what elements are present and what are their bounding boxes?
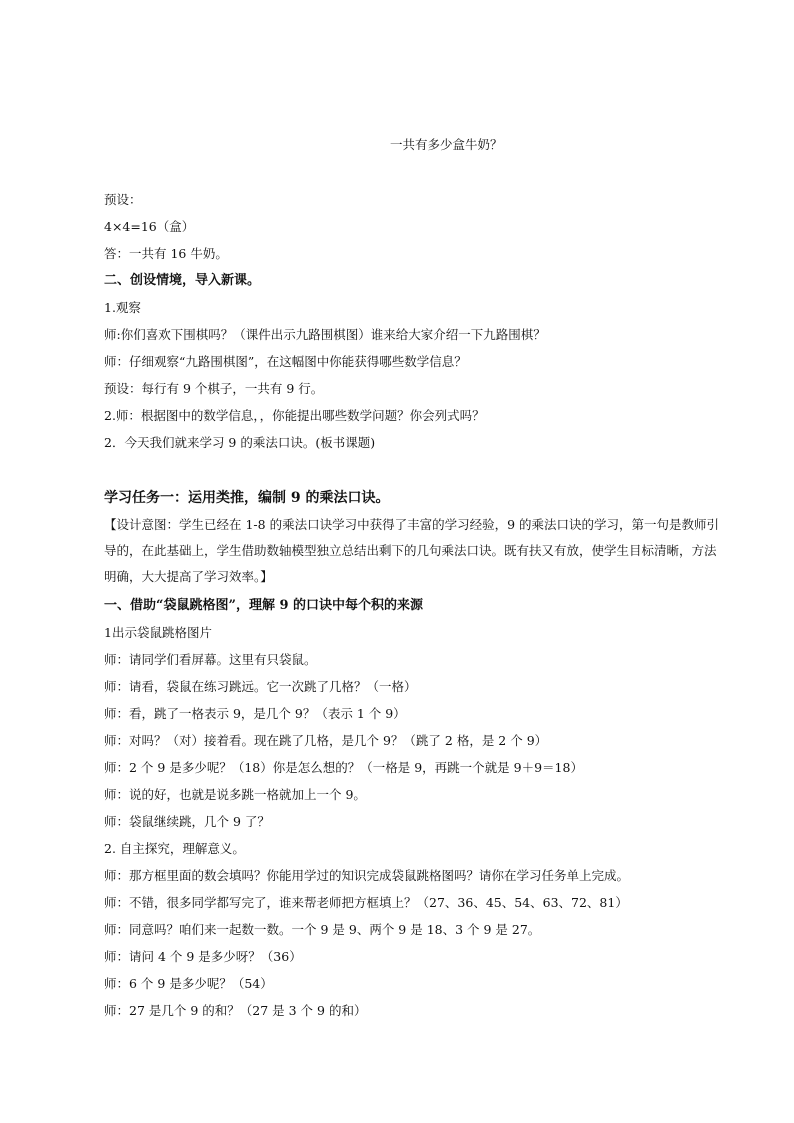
text-line: 师：看，跳了一格表示 9，是几个 9？（表示 1 个 9）: [104, 706, 406, 721]
text-line: 师：6 个 9 是多少呢？（54）: [104, 976, 273, 991]
text-line: 2．今天我们就来学习 9 的乘法口诀。(板书课题): [104, 435, 376, 450]
text-line: 师：同意吗？咱们来一起数一数。一个 9 是 9、两个 9 是 18、3 个 9 是 27。: [104, 922, 541, 937]
text-line: 预设：每行有 9 个棋子，一共有 9 行。: [104, 381, 324, 396]
task-heading: 学习任务一：运用类推，编制 9 的乘法口诀。: [104, 490, 390, 506]
text-line: 师：请同学们看屏幕。这里有只袋鼠。: [104, 652, 317, 667]
text-line: 1.观察: [104, 300, 141, 315]
section-title: 一共有多少盒牛奶？: [390, 137, 503, 152]
heading-3: 一、借助“袋鼠跳格图”，理解 9 的口诀中每个积的来源: [104, 598, 424, 613]
text-line: 师：不错，很多同学都写完了，谁来帮老师把方框填上？（27、36、45、54、63、72、81）: [104, 895, 628, 910]
text-line: 师：2 个 9 是多少呢？（18）你是怎么想的？（一格是 9，再跳一个就是 9＋9＝18）: [104, 760, 583, 775]
design-intent-paragraph: 【设计意图：学生已经在 1-8 的乘法口诀学习中获得了丰富的学习经验，9 的乘法口诀的学习，第一句是教师引导的，在此基础上，学生借助数轴模型独立总结出剩下的几句乘法口诀。既有扶又有放，使学生目标清晰，方法明确，大大提高了学习效率。】: [104, 517, 720, 584]
text-line: 师：那方框里面的数会填吗？你能用学过的知识完成袋鼠跳格图吗？请你在学习任务单上完成。: [104, 868, 630, 883]
text-line: 师：请问 4 个 9 是多少呀？（36）: [104, 949, 302, 964]
text-line: 师：仔细观察“九路围棋图”，在这幅图中你能获得哪些数学信息？: [104, 354, 467, 369]
text-line: 1出示袋鼠跳格图片: [104, 625, 212, 640]
text-line: 师:你们喜欢下围棋吗？（课件出示九路围棋图）谁来给大家介绍一下九路围棋？: [104, 327, 546, 342]
text-line: 师：请看，袋鼠在练习跳远。它一次跳了几格？（一格）: [104, 679, 417, 694]
text-line: 师：对吗？（对）接着看。现在跳了几格，是几个 9？（跳了 2 格，是 2 个 9）: [104, 733, 548, 748]
text-line: 4×4=16（盒）: [104, 219, 195, 234]
text-line: 2. 自主探究，理解意义。: [104, 841, 245, 856]
text-line: 师：说的好，也就是说多跳一格就加上一个 9。: [104, 787, 366, 802]
text-line: 师：袋鼠继续跳，几个 9 了？: [104, 814, 270, 829]
text-line: 2.师：根据图中的数学信息，，你能提出哪些数学问题？你会列式吗？: [104, 408, 485, 423]
text-line: 答：一共有 16 牛奶。: [104, 246, 228, 261]
heading-2: 二、创设情境，导入新课。: [104, 273, 261, 288]
text-line: 预设：: [104, 192, 142, 207]
text-line: 师：27 是几个 9 的和？（27 是 3 个 9 的和）: [104, 1003, 367, 1018]
